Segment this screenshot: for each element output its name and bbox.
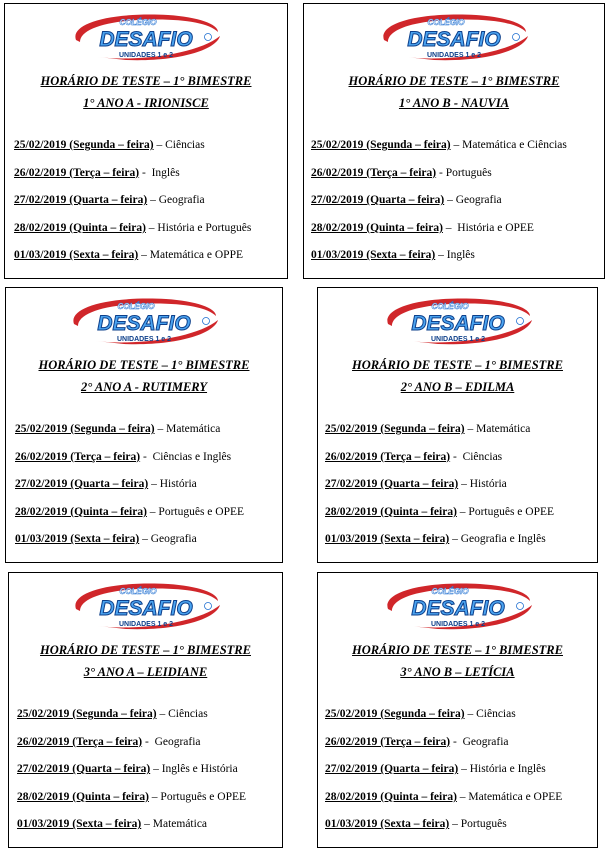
exam-subjects: Português e OPEE — [468, 505, 555, 518]
exam-subjects: Ciências — [462, 450, 503, 463]
exam-subjects: Geografia — [154, 735, 201, 748]
schedule-row — [14, 138, 285, 166]
exam-subjects: Geografia — [150, 533, 197, 546]
schedule-row — [15, 532, 280, 560]
svg-text:DESAFIO: DESAFIO — [407, 28, 501, 51]
exam-date: 25/02/2019 (Segunda – feira) — [311, 139, 451, 151]
svg-text:COLÉGIO: COLÉGIO — [117, 302, 155, 311]
exam-subjects: Matemática — [166, 423, 221, 435]
separator: – — [449, 818, 461, 831]
schedule-row — [325, 532, 595, 560]
exam-date: 26/02/2019 (Terça – feira) — [311, 166, 437, 179]
exam-date: 27/02/2019 (Quarta – feira) — [15, 478, 149, 491]
separator: – — [456, 790, 469, 803]
separator: - — [450, 735, 463, 748]
class-name: 1° ANO B - NAUVIA — [398, 96, 510, 110]
exam-subjects: Matemática — [476, 423, 531, 435]
exam-subjects: Geografia — [158, 194, 205, 207]
schedule-row — [311, 166, 602, 194]
exam-date: 28/02/2019 (Quinta – feira) — [14, 221, 146, 234]
exam-date: 25/02/2019 (Segunda – feira) — [325, 708, 465, 720]
schedule-row — [14, 193, 285, 221]
separator: – — [435, 249, 447, 262]
separator: - — [142, 735, 155, 748]
schedule-card — [317, 287, 598, 563]
schedule-row — [325, 790, 595, 818]
schedule-row — [325, 762, 595, 790]
schedule-card — [4, 3, 288, 279]
schedule-row — [311, 248, 602, 276]
exam-date: 28/02/2019 (Quinta – feira) — [325, 505, 457, 518]
exam-subjects: Ciências e Inglês — [152, 450, 232, 463]
exam-date: 28/02/2019 (Quinta – feira) — [325, 790, 457, 803]
schedule-row — [325, 450, 595, 478]
schedule-row — [325, 477, 595, 505]
exam-subjects: Português e OPEE — [158, 505, 245, 518]
schedule-title: HORÁRIO DE TESTE – 1° BIMESTRE — [38, 358, 250, 372]
exam-date: 28/02/2019 (Quinta – feira) — [311, 221, 443, 234]
class-name: 3° ANO B – LETÍCIA — [400, 665, 515, 679]
colegio-desafio-logo — [380, 579, 536, 631]
svg-text:DESAFIO: DESAFIO — [410, 597, 505, 620]
schedule-card — [317, 572, 598, 848]
schedule-rows — [15, 422, 280, 560]
separator: - — [450, 450, 463, 463]
schedule-rows — [325, 422, 595, 560]
schedule-row — [14, 221, 285, 249]
schedule-card — [8, 572, 283, 848]
schedule-title: HORÁRIO DE TESTE – 1° BIMESTRE — [352, 358, 563, 372]
colegio-desafio-logo — [66, 294, 222, 346]
exam-date: 26/02/2019 (Terça – feira) — [15, 450, 141, 463]
schedule-title: HORÁRIO DE TESTE – 1° BIMESTRE — [348, 74, 560, 88]
colegio-desafio-logo — [68, 10, 224, 62]
exam-subjects: Inglês — [151, 166, 180, 179]
schedule-rows — [17, 707, 280, 845]
class-name: 2° ANO A - RUTIMERY — [80, 380, 208, 394]
separator: – — [458, 763, 470, 776]
exam-subjects: Ciências — [168, 708, 208, 720]
exam-date: 26/02/2019 (Terça – feira) — [17, 735, 143, 748]
colegio-desafio-logo — [376, 10, 532, 62]
separator: – — [150, 763, 162, 776]
exam-date: 27/02/2019 (Quarta – feira) — [14, 194, 148, 207]
schedule-title: HORÁRIO DE TESTE – 1° BIMESTRE — [352, 643, 563, 657]
separator: – — [450, 139, 463, 151]
svg-text:COLÉGIO: COLÉGIO — [119, 18, 157, 27]
separator: – — [153, 139, 166, 151]
schedule-row — [325, 735, 595, 763]
svg-text:COLÉGIO: COLÉGIO — [431, 587, 468, 596]
svg-text:COLÉGIO: COLÉGIO — [431, 302, 468, 311]
separator: – — [156, 708, 169, 720]
class-name: 1° ANO A - IRIONISCE — [83, 96, 209, 110]
separator: – — [138, 249, 150, 262]
exam-date: 26/02/2019 (Terça – feira) — [14, 166, 140, 179]
exam-subjects: Inglês e História — [161, 763, 238, 776]
svg-text:DESAFIO: DESAFIO — [97, 312, 191, 335]
svg-text:UNIDADES 1 e 2: UNIDADES 1 e 2 — [116, 336, 172, 343]
svg-text:DESAFIO: DESAFIO — [98, 597, 193, 620]
schedule-row — [17, 735, 280, 763]
exam-subjects: Português — [460, 818, 507, 831]
schedule-row — [17, 790, 280, 818]
exam-date: 01/03/2019 (Sexta – feira) — [325, 533, 450, 546]
exam-date: 26/02/2019 (Terça – feira) — [325, 450, 451, 463]
schedule-row — [17, 817, 280, 845]
separator: – — [458, 478, 470, 491]
schedule-row — [15, 422, 280, 450]
schedule-row — [325, 817, 595, 845]
exam-date: 01/03/2019 (Sexta – feira) — [311, 249, 436, 262]
schedule-rows — [14, 138, 285, 276]
class-name: 3° ANO A – LEIDIANE — [83, 665, 208, 679]
schedule-row — [325, 422, 595, 450]
schedule-row — [17, 762, 280, 790]
schedule-rows — [311, 138, 602, 276]
exam-date: 27/02/2019 (Quarta – feira) — [325, 478, 459, 491]
separator: – — [444, 194, 456, 207]
exam-subjects: Geografia — [462, 735, 509, 748]
schedule-row — [14, 166, 285, 194]
exam-subjects: Ciências — [476, 708, 516, 720]
exam-date: 26/02/2019 (Terça – feira) — [325, 735, 451, 748]
separator: – — [449, 533, 461, 546]
separator: - — [140, 450, 153, 463]
exam-date: 28/02/2019 (Quinta – feira) — [15, 505, 147, 518]
schedule-row — [15, 450, 280, 478]
exam-subjects: História e OPEE — [457, 221, 534, 234]
separator: – — [145, 221, 158, 234]
exam-date: 01/03/2019 (Sexta – feira) — [17, 818, 142, 831]
exam-subjects: História — [159, 478, 197, 491]
svg-text:UNIDADES 1 e 2: UNIDADES 1 e 2 — [118, 621, 173, 628]
separator: – — [464, 708, 477, 720]
exam-subjects: Matemática e OPEE — [468, 790, 563, 803]
separator: – — [141, 818, 153, 831]
schedule-row — [14, 248, 285, 276]
exam-date: 01/03/2019 (Sexta – feira) — [15, 533, 140, 546]
exam-date: 01/03/2019 (Sexta – feira) — [325, 818, 450, 831]
schedule-row — [311, 193, 602, 221]
separator: – — [148, 790, 161, 803]
exam-date: 27/02/2019 (Quarta – feira) — [17, 763, 151, 776]
exam-date: 25/02/2019 (Segunda – feira) — [17, 708, 157, 720]
exam-date: 25/02/2019 (Segunda – feira) — [15, 423, 155, 435]
exam-subjects: História e Inglês — [469, 763, 546, 776]
schedule-row — [325, 707, 595, 735]
svg-text:UNIDADES 1 e 2: UNIDADES 1 e 2 — [118, 52, 174, 59]
schedule-title: HORÁRIO DE TESTE – 1° BIMESTRE — [40, 74, 252, 88]
schedule-card — [5, 287, 283, 563]
exam-date: 25/02/2019 (Segunda – feira) — [14, 139, 154, 151]
exam-date: 01/03/2019 (Sexta – feira) — [14, 249, 139, 262]
schedule-row — [17, 707, 280, 735]
schedule-row — [15, 477, 280, 505]
svg-text:UNIDADES 1 e 2: UNIDADES 1 e 2 — [430, 621, 485, 628]
separator: – — [456, 505, 469, 518]
exam-subjects: Inglês — [446, 249, 475, 262]
exam-subjects: Matemática — [152, 818, 208, 831]
separator: - — [139, 166, 152, 179]
exam-date: 27/02/2019 (Quarta – feira) — [311, 194, 445, 207]
schedule-row — [311, 221, 602, 249]
separator: - — [436, 166, 446, 179]
svg-text:DESAFIO: DESAFIO — [99, 28, 193, 51]
schedule-row — [15, 505, 280, 533]
schedule-title: HORÁRIO DE TESTE – 1° BIMESTRE — [40, 643, 251, 657]
separator: – — [148, 478, 160, 491]
schedule-rows — [325, 707, 595, 845]
schedule-card — [303, 3, 605, 279]
separator: – — [139, 533, 151, 546]
exam-subjects: Português — [445, 166, 492, 179]
exam-date: 28/02/2019 (Quinta – feira) — [17, 790, 149, 803]
exam-subjects: História — [469, 478, 507, 491]
colegio-desafio-logo — [68, 579, 224, 631]
separator: – — [146, 505, 159, 518]
exam-subjects: Matemática e Ciências — [462, 139, 567, 151]
separator: – — [154, 423, 167, 435]
separator: – — [147, 194, 159, 207]
colegio-desafio-logo — [380, 294, 536, 346]
exam-subjects: Matemática e OPPE — [149, 249, 244, 262]
exam-subjects: Ciências — [165, 139, 205, 151]
exam-subjects: História e Português — [157, 221, 252, 234]
exam-subjects: Geografia e Inglês — [460, 533, 546, 546]
svg-text:COLÉGIO: COLÉGIO — [427, 18, 465, 27]
svg-text:UNIDADES 1 e 2: UNIDADES 1 e 2 — [430, 336, 485, 343]
svg-text:DESAFIO: DESAFIO — [410, 312, 505, 335]
separator: – — [442, 221, 458, 234]
svg-text:COLÉGIO: COLÉGIO — [119, 587, 156, 596]
exam-date: 25/02/2019 (Segunda – feira) — [325, 423, 465, 435]
exam-subjects: Português e OPEE — [160, 790, 247, 803]
svg-text:UNIDADES 1 e 2: UNIDADES 1 e 2 — [426, 52, 482, 59]
schedule-row — [325, 505, 595, 533]
separator: – — [464, 423, 477, 435]
exam-date: 27/02/2019 (Quarta – feira) — [325, 763, 459, 776]
schedule-row — [311, 138, 602, 166]
exam-subjects: Geografia — [455, 194, 502, 207]
class-name: 2° ANO B – EDILMA — [400, 380, 515, 394]
